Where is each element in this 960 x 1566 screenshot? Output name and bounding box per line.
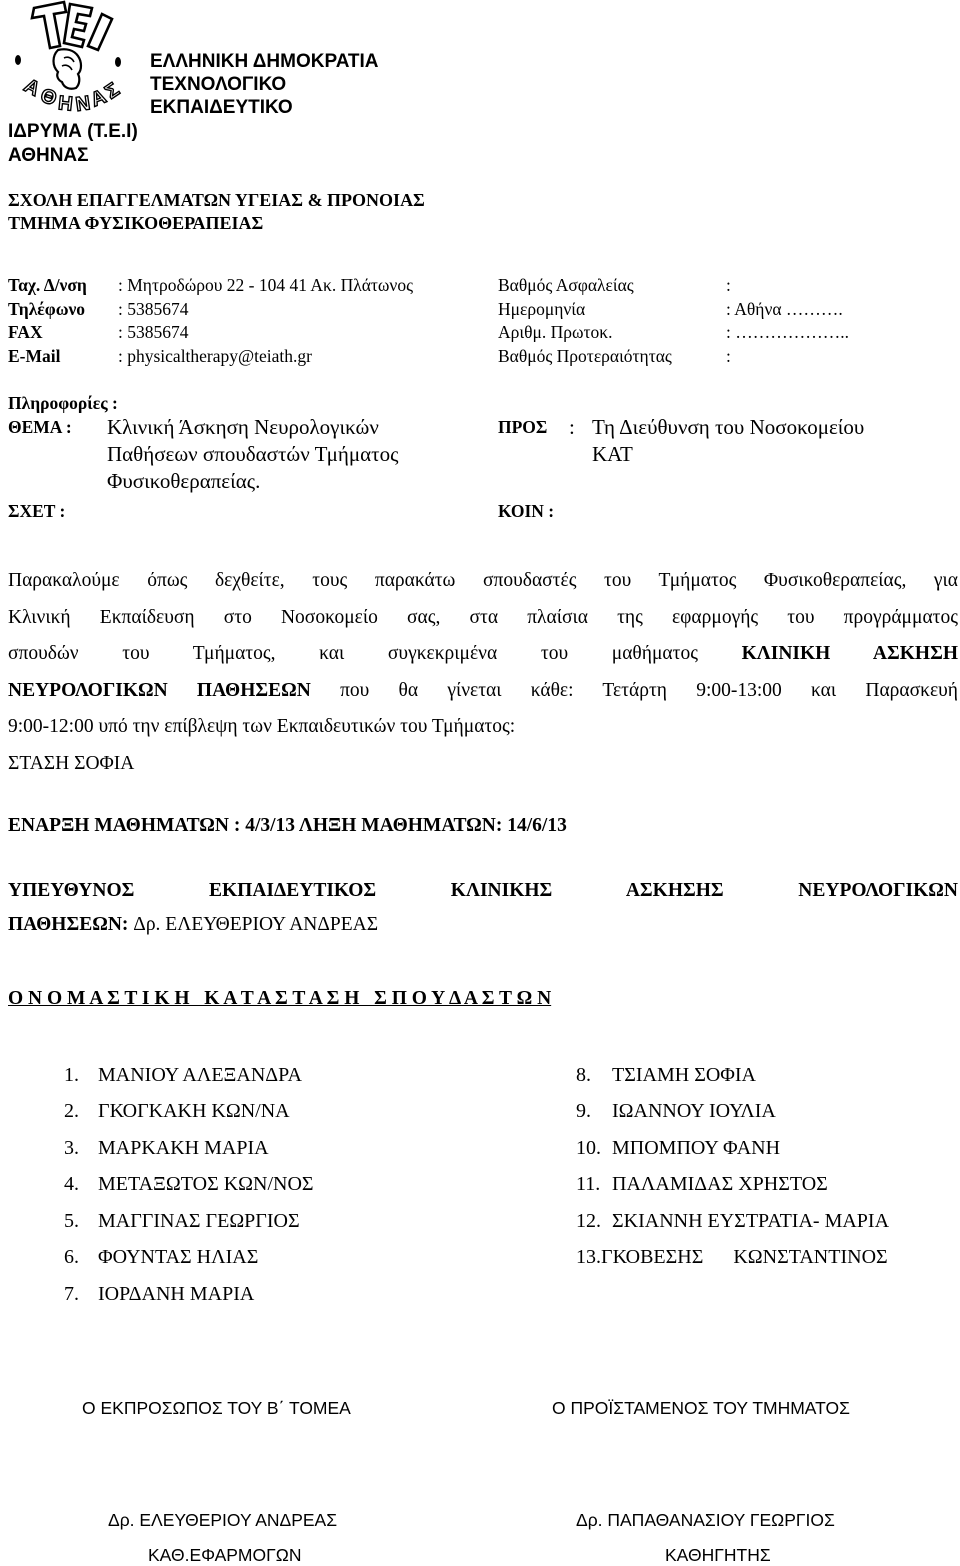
list-number: 11. — [576, 1173, 601, 1195]
reference-label: ΣΧΕΤ : — [8, 501, 66, 521]
subject-text — [107, 414, 398, 495]
list-item — [64, 1283, 254, 1306]
student-name: ΦΟΥΝΤΑΣ ΗΛΙΑΣ — [98, 1246, 259, 1268]
list-number: 13. — [576, 1246, 601, 1268]
recipient-line: Τη Διεύθυνση του Νοσοκομείου — [592, 415, 865, 439]
student-name: ΓΚΟΓΚΑΚΗ ΚΩΝ/ΝΑ — [98, 1100, 290, 1122]
signature-left-title: Ο ΕΚΠΡΟΣΩΠΟΣ ΤΟΥ Β΄ ΤΟΜΕΑ — [82, 1398, 351, 1418]
student-name: ΜΑΡΚΑΚΗ ΜΑΡΙΑ — [98, 1137, 269, 1159]
svg-text:Η: Η — [57, 92, 74, 116]
header-line-institution: ΙΔΡΥΜΑ (Τ.Ε.Ι) — [8, 121, 138, 142]
body-line — [8, 673, 958, 710]
list-item — [576, 1173, 828, 1196]
list-item — [576, 1137, 780, 1160]
student-name: ΜΠΟΜΠΟΥ ΦΑΝΗ — [612, 1137, 781, 1159]
list-number: 10. — [576, 1137, 601, 1159]
school-name: ΣΧΟΛΗ ΕΠΑΓΓΕΛΜΑΤΩΝ ΥΓΕΙΑΣ & ΠΡΟΝΟΙΑΣ — [8, 190, 425, 210]
department-name: ΤΜΗΜΑ ΦΥΣΙΚΟΘΕΡΑΠΕΙΑΣ — [8, 213, 264, 233]
priority-value: : — [726, 346, 731, 366]
address-label: Ταχ. Δ/νση — [8, 275, 87, 295]
student-name: ΜΑΝΙΟΥ ΑΛΕΞΑΝΔΡΑ — [98, 1064, 302, 1086]
student-name: ΜΕΤΑΞΩΤΟΣ ΚΩΝ/ΝΟΣ — [98, 1173, 314, 1195]
course-name-cont: ΝΕΥΡΟΛΟΓΙΚΩΝ ΠΑΘΗΣΕΩΝ — [8, 679, 311, 701]
body-line: 9:00-12:00 υπό την επίβλεψη των Εκπαιδευτικών του Τμήματος: — [8, 716, 516, 737]
body-line: Παρακαλούμε όπως δεχθείτε, τους παρακάτω σπουδαστές του Τμήματος Φυσικοθεραπείας, για — [8, 570, 958, 591]
date-label: Ημερομηνία — [498, 299, 586, 319]
student-name: ΣΚΙΑΝΝΗ ΕΥΣΤΡΑΤΙΑ- ΜΑΡΙΑ — [612, 1210, 890, 1232]
header-line: ΤΕΧΝΟΛΟΓΙΚΟ — [150, 74, 287, 95]
recipient-label: ΠΡΟΣ — [498, 417, 548, 437]
list-item — [64, 1173, 314, 1196]
security-value: : — [726, 275, 731, 295]
list-item — [64, 1137, 269, 1160]
signature-right-role: ΚΑΘΗΓΗΤΗΣ — [665, 1545, 771, 1565]
priority-label: Βαθμός Προτεραιότητας — [498, 346, 672, 366]
list-item — [576, 1100, 776, 1123]
instructor-name: ΣΤΑΣΗ ΣΟΦΙΑ — [8, 752, 135, 774]
body-text: σπουδών του Τμήματος, και συγκεκριμένα του μαθήματος — [8, 643, 698, 664]
date-value: : Αθήνα ………. — [726, 299, 843, 319]
body-text: που θα γίνεται κάθε: Τετάρτη 9:00-13:00 και Παρασκευή — [340, 679, 958, 701]
student-name: ΤΣΙΑΜΗ ΣΟΦΙΑ — [612, 1064, 756, 1086]
list-item — [64, 1064, 302, 1087]
list-number: 4. — [64, 1173, 79, 1195]
svg-text:Θ: Θ — [37, 84, 60, 111]
list-number: 8. — [576, 1064, 591, 1086]
protocol-value: : ……………….. — [726, 322, 849, 342]
list-number: 12. — [576, 1210, 601, 1232]
subject-line: Κλινική Άσκηση Νευρολογικών — [107, 415, 379, 439]
header-line: ΕΛΛΗΝΙΚΗ ΔΗΜΟΚΡΑΤΙΑ — [150, 51, 379, 72]
recipient-line: ΚΑΤ — [592, 442, 633, 466]
subject-label: ΘΕΜΑ : — [8, 417, 72, 437]
signature-left-role: ΚΑΘ.ΕΦΑΡΜΟΓΩΝ — [148, 1545, 302, 1565]
course-dates: ΕΝΑΡΞΗ ΜΑΘΗΜΑΤΩΝ : 4/3/13 ΛΗΞΗ ΜΑΘΗΜΑΤΩΝ: 14/6/13 — [8, 815, 567, 836]
responsible-name-line — [8, 914, 378, 936]
email-label: E-Mail — [8, 346, 61, 366]
recipient-colon: : — [569, 415, 575, 439]
list-item — [576, 1064, 756, 1087]
students-list-title: Ο Ν Ο Μ Α Σ Τ Ι Κ Η Κ Α Τ Α Σ Τ Α Σ Η Σ Π Ο Υ Δ Α Σ Τ Ω Ν — [8, 988, 552, 1009]
responsible-line: ΥΠΕΥΘΥΝΟΣ ΕΚΠΑΙΔΕΥΤΙΚΟΣ ΚΛΙΝΙΚΗΣ ΑΣΚΗΣΗΣ ΝΕΥΡΟΛΟΓΙΚΩΝ — [8, 880, 958, 901]
email-value: : physicaltherapy@teiath.gr — [118, 346, 312, 366]
list-item — [576, 1246, 888, 1269]
list-number: 9. — [576, 1100, 591, 1122]
body-line: Κλινική Εκπαίδευση στο Νοσοκομείο σας, στα πλαίσια της εφαρμογής του προγράμματος — [8, 606, 958, 628]
recipient-text — [592, 414, 864, 468]
list-item — [64, 1100, 290, 1123]
student-name: ΙΩΑΝΝΟΥ ΙΟΥΛΙΑ — [612, 1100, 776, 1122]
responsible-name: Δρ. ΕΛΕΥΘΕΡΙΟΥ ΑΝΔΡΕΑΣ — [133, 914, 379, 935]
list-number: 6. — [64, 1246, 79, 1268]
cc-label: ΚΟΙΝ : — [498, 501, 555, 521]
phone-value: : 5385674 — [118, 299, 189, 319]
information-label: Πληροφορίες : — [8, 393, 118, 413]
svg-text:Α: Α — [87, 85, 110, 112]
tei-athens-logo — [6, 0, 132, 118]
svg-text:Σ: Σ — [101, 78, 124, 104]
address-value: : Μητροδώρου 22 - 104 41 Ακ. Πλάτωνος — [118, 275, 414, 295]
security-label: Βαθμός Ασφαλείας — [498, 275, 634, 295]
list-number: 5. — [64, 1210, 79, 1232]
fax-label: FAX — [8, 322, 43, 342]
subject-line: Φυσικοθεραπείας. — [107, 469, 261, 493]
phone-label: Τηλέφωνο — [8, 299, 86, 319]
svg-text:Ν: Ν — [74, 92, 92, 117]
student-name: ΙΟΡΔΑΝΗ ΜΑΡΙΑ — [98, 1283, 255, 1305]
signature-right-title: Ο ΠΡΟΪΣΤΑΜΕΝΟΣ ΤΟΥ ΤΜΗΜΑΤΟΣ — [552, 1398, 850, 1418]
list-number: 3. — [64, 1137, 79, 1159]
list-number: 2. — [64, 1100, 79, 1122]
body-line — [8, 636, 958, 673]
signature-right-name: Δρ. ΠΑΠΑΘΑΝΑΣΙΟΥ ΓΕΩΡΓΙΟΣ — [576, 1510, 835, 1530]
course-name: ΚΛΙΝΙΚΗ ΑΣΚΗΣΗ — [741, 643, 958, 664]
letter-body — [8, 563, 958, 782]
list-item — [64, 1246, 258, 1269]
svg-text:Α: Α — [20, 74, 44, 101]
student-name: ΠΑΛΑΜΙΔΑΣ ΧΡΗΣΤΟΣ — [612, 1173, 828, 1195]
signature-left-name: Δρ. ΕΛΕΥΘΕΡΙΟΥ ΑΝΔΡΕΑΣ — [108, 1510, 338, 1530]
student-name: ΜΑΓΓΙΝΑΣ ΓΕΩΡΓΙΟΣ — [98, 1210, 300, 1232]
subject-line: Παθήσεων σπουδαστών Τμήματος — [107, 442, 399, 466]
header-line: ΕΚΠΑΙΔΕΥΤΙΚΟ — [150, 97, 293, 118]
fax-value: : 5385674 — [118, 322, 189, 342]
list-item — [64, 1210, 300, 1233]
list-number: 1. — [64, 1064, 79, 1086]
list-number: 7. — [64, 1283, 79, 1305]
header-block — [150, 50, 378, 119]
responsible-label: ΠΑΘΗΣΕΩΝ: — [8, 914, 134, 935]
list-item — [576, 1210, 889, 1233]
header-line-city: ΑΘΗΝΑΣ — [8, 145, 89, 166]
protocol-label: Αριθμ. Πρωτοκ. — [498, 322, 613, 342]
student-name: ΓΚΟΒΕΣΗΣ ΚΩΝΣΤΑΝΤΙΝΟΣ — [601, 1246, 888, 1268]
